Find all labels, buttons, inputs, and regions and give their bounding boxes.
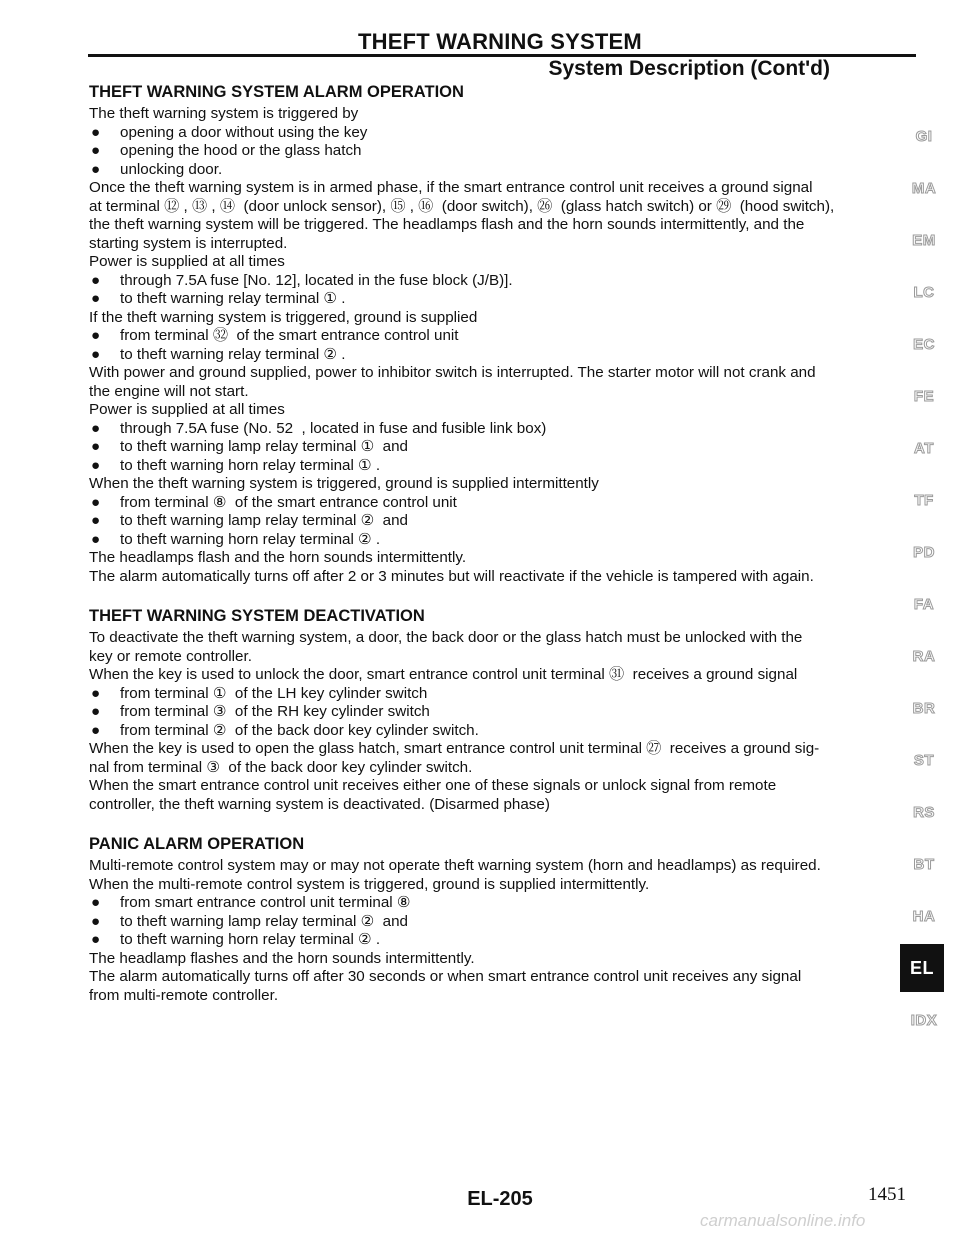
side-tab-el[interactable]: EL — [900, 944, 944, 992]
text-line: The alarm automatically turns off after 30 seconds or when smart entrance control unit receives any signal — [89, 968, 802, 985]
bullet-text: to theft warning horn relay terminal ② . — [120, 530, 381, 548]
bullet-text: to theft warning relay terminal ② . — [120, 345, 346, 363]
text-line: The headlamp flashes and the horn sounds intermittently. — [89, 949, 475, 967]
bullet-item — [89, 894, 901, 913]
bullet-item — [89, 931, 901, 950]
text-line: at terminal ⑫ , ⑬ , ⑭ (door unlock sensor), ⑮ , ⑯ (door switch), ㉖ (glass hatch switch) or ㉙ (hood switch), — [89, 197, 835, 215]
bullet-item — [89, 494, 901, 513]
text-line: To deactivate the theft warning system, a door, the back door or the glass hatch must be unlocked with the — [89, 629, 803, 646]
bullet-text: opening the hood or the glass hatch — [120, 142, 362, 159]
text-line: Multi-remote control system may or may not operate theft warning system (horn and headlamps) as required. — [89, 857, 821, 874]
bullet-icon: ● — [91, 290, 101, 307]
bullet-item — [89, 142, 901, 161]
text-line: When the theft warning system is triggered, ground is supplied intermittently — [89, 475, 599, 492]
side-tab-ra[interactable]: RA — [912, 647, 936, 665]
side-tab-tf[interactable]: TF — [914, 491, 934, 509]
section-side-tabs — [904, 110, 944, 1046]
bullet-item — [89, 124, 901, 143]
bullet-item — [89, 531, 901, 550]
text-line: If the theft warning system is triggered, ground is supplied — [89, 308, 478, 326]
section — [89, 834, 901, 1005]
side-tab-bt[interactable]: BT — [913, 855, 935, 873]
side-tab-ec[interactable]: EC — [913, 335, 935, 353]
side-tab-fa[interactable]: FA — [913, 595, 935, 613]
side-tab-br[interactable]: BR — [912, 699, 936, 717]
bullet-text: to theft warning horn relay terminal ① . — [120, 456, 381, 474]
bullet-icon: ● — [91, 142, 101, 159]
bullet-text: unlocking door. — [120, 160, 223, 178]
bullet-text: to theft warning lamp relay terminal ② and — [120, 512, 408, 529]
side-tab-lc[interactable]: LC — [913, 283, 935, 301]
bullet-icon: ● — [91, 345, 101, 363]
side-tab-at[interactable]: AT — [914, 439, 934, 457]
bullet-item — [89, 327, 901, 346]
text-line: When the multi-remote control system is triggered, ground is supplied intermittently. — [89, 875, 650, 893]
bullet-text: through 7.5A fuse (No. 52 , located in fuse and fusible link box) — [120, 419, 547, 437]
bullet-icon: ● — [91, 327, 101, 344]
side-tab-ha[interactable]: HA — [912, 907, 936, 925]
bullet-text: from terminal ③ of the RH key cylinder switch — [120, 703, 430, 720]
text-line: Power is supplied at all times — [89, 253, 285, 270]
text-line: controller, the theft warning system is deactivated. (Disarmed phase) — [89, 795, 550, 813]
bullet-item — [89, 290, 901, 309]
print-number: 1451 — [868, 1184, 906, 1205]
bullet-text: to theft warning lamp relay terminal ② and — [120, 912, 408, 930]
text-line: The theft warning system is triggered by — [89, 105, 359, 122]
bullet-text: to theft warning horn relay terminal ② . — [120, 931, 381, 948]
watermark: carmanualsonline.info — [700, 1211, 866, 1230]
bullet-icon: ● — [91, 931, 101, 948]
text-line: from multi-remote controller. — [89, 986, 279, 1004]
bullet-item — [89, 703, 901, 722]
bullet-item — [89, 420, 901, 439]
document-body — [89, 82, 901, 1005]
side-tab-em[interactable]: EM — [912, 231, 936, 249]
bullet-text: to theft warning lamp relay terminal ① and — [120, 438, 408, 455]
bullet-text: from terminal ㉜ of the smart entrance control unit — [120, 327, 459, 344]
bullet-item — [89, 685, 901, 704]
text-line: the theft warning system will be triggered. The headlamps flash and the horn sounds intermittently, and the — [89, 216, 805, 233]
bullet-icon: ● — [91, 684, 101, 702]
text-line: nal from terminal ③ of the back door key cylinder switch. — [89, 758, 473, 776]
bullet-icon: ● — [91, 912, 101, 930]
bullet-icon: ● — [91, 493, 101, 511]
section-heading: THEFT WARNING SYSTEM DEACTIVATION — [89, 607, 425, 625]
text-line: Once the theft warning system is in armed phase, if the smart entrance control unit receives a ground signal — [89, 179, 813, 196]
section-heading: THEFT WARNING SYSTEM ALARM OPERATION — [89, 83, 464, 101]
bullet-icon: ● — [91, 123, 101, 141]
bullet-text: through 7.5A fuse [No. 12], located in the fuse block (J/B)]. — [120, 271, 513, 289]
bullet-icon: ● — [91, 271, 101, 289]
side-tab-gi[interactable]: GI — [915, 127, 933, 145]
page-number: EL-205 — [467, 1188, 533, 1210]
text-line: the engine will not start. — [89, 382, 249, 400]
text-line: Power is supplied at all times — [89, 401, 285, 418]
text-line: key or remote controller. — [89, 647, 252, 665]
text-line: With power and ground supplied, power to inhibitor switch is interrupted. The starter motor will not crank and — [89, 364, 816, 381]
bullet-text: from smart entrance control unit terminal ⑧ — [120, 894, 411, 911]
text-line: When the key is used to open the glass hatch, smart entrance control unit terminal ㉗ receives a ground sig- — [89, 740, 820, 757]
bullet-text: opening a door without using the key — [120, 123, 368, 141]
bullet-item — [89, 457, 901, 476]
section-heading: PANIC ALARM OPERATION — [89, 835, 305, 853]
text-line: The alarm automatically turns off after 2 or 3 minutes but will reactivate if the vehicle is tampered with again. — [89, 567, 814, 585]
bullet-item — [89, 512, 901, 531]
text-line: starting system is interrupted. — [89, 234, 288, 252]
bullet-text: from terminal ⑧ of the smart entrance control unit — [120, 493, 457, 511]
bullet-item — [89, 438, 901, 457]
bullet-icon: ● — [91, 438, 101, 455]
page-header-subtitle: System Description (Cont'd) — [548, 57, 830, 80]
section — [89, 606, 901, 814]
bullet-icon: ● — [91, 160, 101, 178]
side-tab-idx[interactable]: IDX — [910, 1011, 938, 1029]
bullet-icon: ● — [91, 721, 101, 739]
text-line: The headlamps flash and the horn sounds intermittently. — [89, 549, 467, 566]
bullet-item — [89, 722, 901, 741]
side-tab-rs[interactable]: RS — [913, 803, 935, 821]
bullet-text: to theft warning relay terminal ① . — [120, 290, 346, 307]
bullet-item — [89, 346, 901, 365]
bullet-icon: ● — [91, 703, 101, 720]
bullet-icon: ● — [91, 419, 101, 437]
bullet-item — [89, 272, 901, 291]
page-header-title: THEFT WARNING SYSTEM — [358, 29, 642, 54]
text-line: When the smart entrance control unit receives either one of these signals or unlock signal from remote — [89, 777, 777, 794]
bullet-text: from terminal ② of the back door key cylinder switch. — [120, 721, 479, 739]
text-line: When the key is used to unlock the door, smart entrance control unit terminal ㉛ receives a ground signal — [89, 666, 798, 683]
bullet-icon: ● — [91, 512, 101, 529]
section — [89, 82, 901, 586]
side-tab-st[interactable]: ST — [913, 751, 935, 769]
bullet-item — [89, 913, 901, 932]
side-tab-ma[interactable]: MA — [911, 179, 937, 197]
bullet-icon: ● — [91, 894, 101, 911]
side-tab-fe[interactable]: FE — [913, 387, 935, 405]
bullet-item — [89, 161, 901, 180]
bullet-icon: ● — [91, 456, 101, 474]
side-tab-pd[interactable]: PD — [913, 543, 935, 561]
bullet-text: from terminal ① of the LH key cylinder switch — [120, 684, 428, 702]
bullet-icon: ● — [91, 530, 101, 548]
